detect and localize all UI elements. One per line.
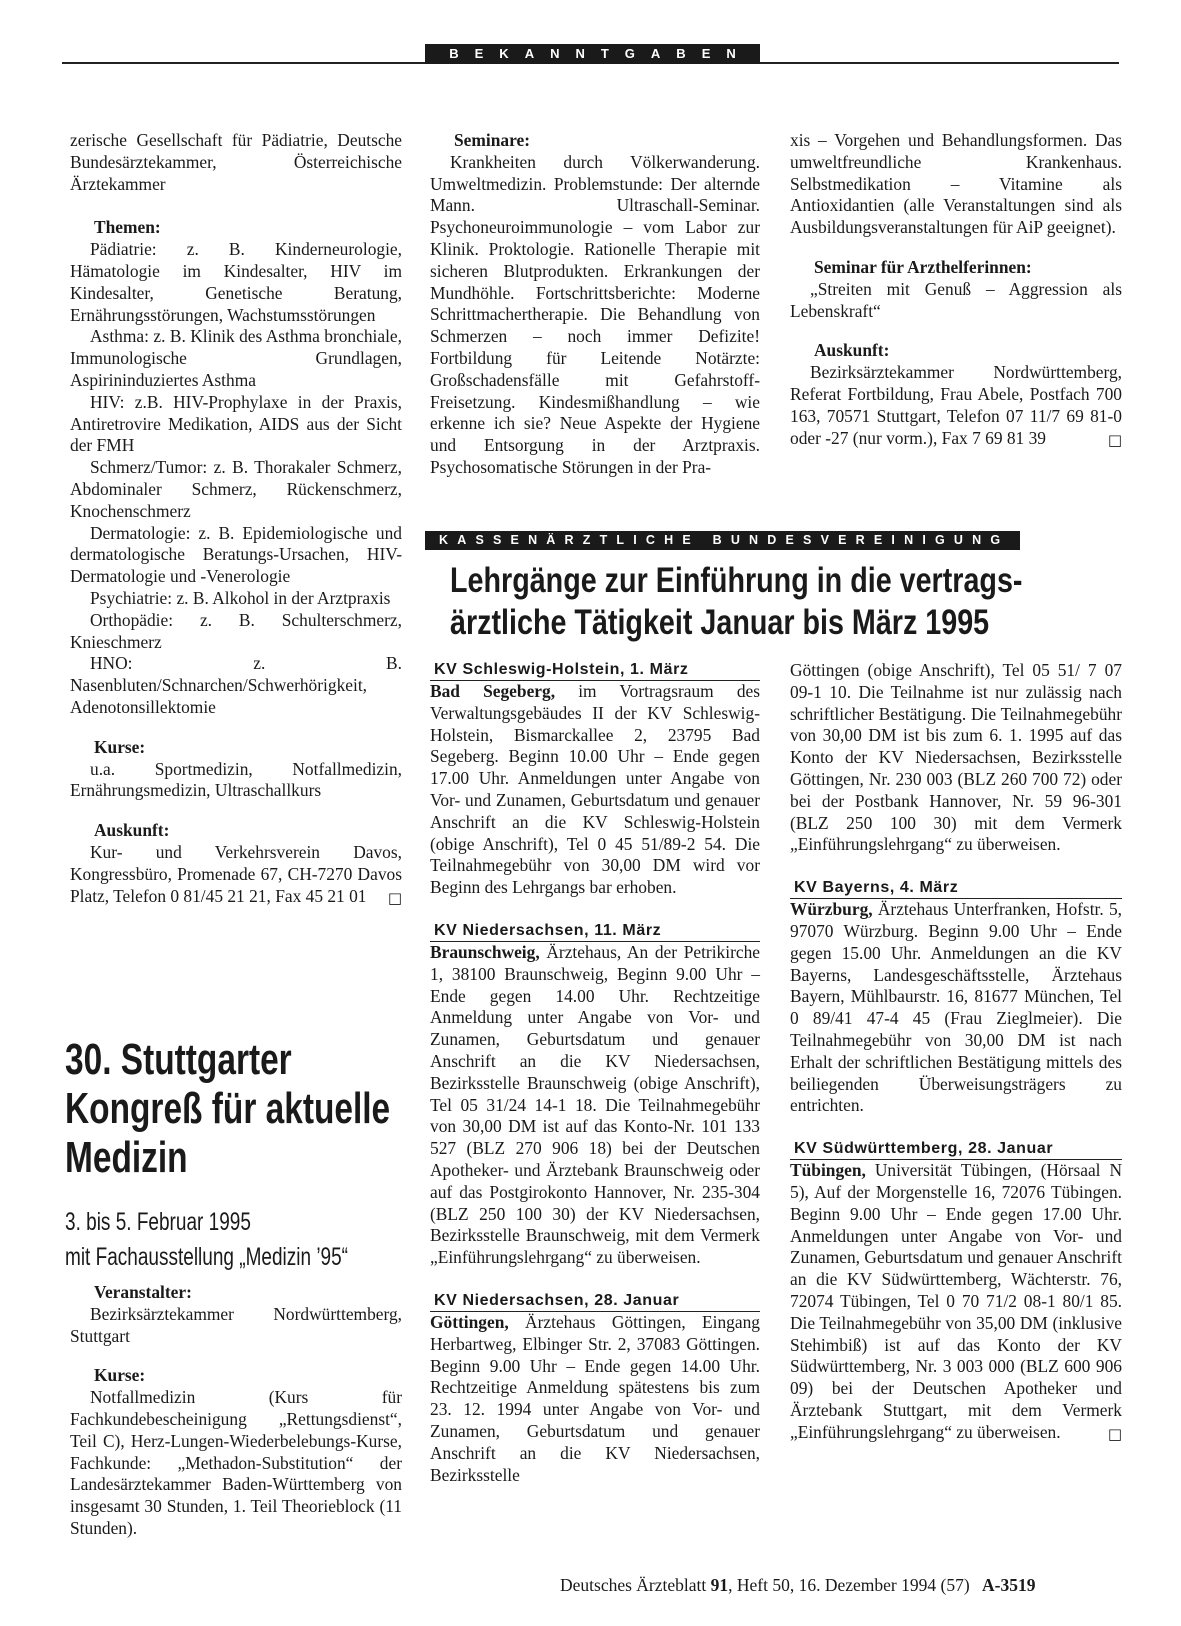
auskunft-heading: Auskunft: bbox=[814, 340, 890, 361]
journal-name: Deutsches Ärzteblatt bbox=[560, 1575, 707, 1595]
kurse-heading: Kurse: bbox=[94, 736, 146, 757]
kbv-column-3 bbox=[790, 660, 1122, 1446]
kv-entry-body: Ärztehaus Unterfranken, Hofstr. 5, 97070 Würzburg. Beginn 9.00 Uhr – Ende gegen 15.00 Uhr. Anmeldungen an die KV Bayerns, Landesgeschäftsstelle, Ärztehaus Bayern, Mühlbaurstr. 16, 81677 München, Tel 0 89/41 47-4 45 (Frau Zieglmeier). Die Teilnahmegebühr von 30,00 DM ist nach Erhalt der schriftlichen Bestätigung mittels des beiliegenden Überweisungsträgers zu entrichten. bbox=[790, 899, 1122, 1116]
end-mark-icon: □ bbox=[387, 888, 402, 907]
kv-entry-place: Bad Segeberg, bbox=[430, 681, 556, 701]
themen-list bbox=[70, 239, 402, 719]
column-1 bbox=[70, 130, 402, 909]
seminare-text: Krankheiten durch Völkerwanderung. Umweltmedizin. Problemstunde: Der alternde Mann. Ultraschall-Seminar. Psychoneuroimmunologie – vom Labor zur Klinik. Proktologie. Rationelle Therapie mit sicheren Blutprodukten. Erkrankungen der Mundhöhle. Fortschrittsberichte: Moderne Schrittmachertherapie. Die Behandlung von Schmerzen – noch immer Defizite! Fortbildung für Leitende Notärzte: Großschadensfälle mit Gefahrstoff-Freisetzung. Kindesmißhandlung – wie erkenne ich sie? Neue Aspekte der Hygiene und Entsorgung in der Arztpraxis. Psychosomatische Störungen in der Pra- bbox=[430, 151, 760, 477]
kv-entry-text bbox=[430, 942, 760, 1269]
kv-entry-place: Tübingen, bbox=[790, 1160, 866, 1181]
themen-item: Orthopädie: z. B. Schulterschmerz, Knieschmerz bbox=[70, 609, 402, 652]
kv-entry-body: im Vortragsraum des Verwaltungsgebäudes II der KV Schleswig-Holstein, Bismarckallee 2, 23795 Bad Segeberg. Beginn 10.00 Uhr – Ende gegen 17.00 Uhr. Anmeldungen unter Angabe von Vor- und Zunamen, Geburtsdatum und genauer Anschrift an die KV Schleswig-Holstein (obige Anschrift), Tel 0 45 51/89-2 54. Die Teilnahmegebühr von 30,00 DM wird vor Beginn des Lehrgangs bar erhoben. bbox=[430, 681, 761, 898]
page-number: A-3519 bbox=[982, 1575, 1036, 1595]
kv-entry-body: Ärztehaus, An der Petrikirche 1, 38100 Braunschweig, Beginn 9.00 Uhr – Ende gegen 14.00 Uhr. Rechtzeitige Anmeldung unter Angabe von Vor- und Zunamen, Geburtsdatum und genauer Anschrift an die KV Niedersachsen, Bezirksstelle Braunschweig (obige Anschrift), Tel 05 31/24 14-1 18. Die Teilnahmegebühr von 30,00 DM ist auf das Konto-Nr. 101 133 527 (BLZ 270 906 18) bei der Deutschen Apotheker- und Ärztebank Braunschweig oder auf das Postgirokonto Hannover, Nr. 235-304 (BLZ 250 100 30) der KV Niedersachsen, Bezirksstelle Braunschweig, mit dem Vermerk „Einführungslehrgang“ zu überweisen. bbox=[430, 941, 760, 1268]
auskunft-heading: Auskunft: bbox=[94, 820, 170, 841]
end-mark-icon: □ bbox=[1107, 430, 1122, 449]
seminar-arzthelferinnen-text: „Streiten mit Genuß – Aggression als Lebenskraft“ bbox=[790, 278, 1122, 321]
end-mark-icon: □ bbox=[1107, 1424, 1122, 1443]
kbv-title-line: ärztliche Tätigkeit Januar bis März 1995 bbox=[450, 603, 990, 642]
themen-item: Asthma: z. B. Klinik des Asthma bronchiale, Immunologische Grundlagen, Aspirininduziertes Asthma bbox=[70, 326, 402, 390]
kbv-section-bar: KASSENÄRZTLICHE BUNDESVEREINIGUNG bbox=[425, 531, 1020, 550]
kv-entry-place: Würzburg, bbox=[790, 899, 873, 920]
kbv-article-title bbox=[450, 560, 1098, 644]
kurse-text: u.a. Sportmedizin, Notfallmedizin, Ernährungsmedizin, Ultraschallkurs bbox=[70, 758, 402, 801]
themen-item: Psychiatrie: z. B. Alkohol in der Arztpraxis bbox=[90, 587, 391, 608]
journal-issue: , Heft 50, 16. Dezember 1994 (57) bbox=[728, 1575, 970, 1595]
congress-title: 30. Stuttgarter Kongreß für aktuelle Medizin bbox=[65, 1035, 391, 1182]
seminar-arzthelferinnen-heading: Seminar für Arzthelferinnen: bbox=[814, 256, 1032, 277]
kv-entry-body: Universität Tübingen, (Hörsaal N 5), Auf der Morgenstelle 16, 72076 Tübingen. Beginn 9.00 Uhr – Ende gegen 17.00 Uhr. Anmeldungen unter Angabe von Vor- und Zunamen, Geburtsdatum und genauer Anschrift an die KV Südwürttemberg, Wächterstr. 76, 72074 Tübingen, Tel 0 70 71/2 08-1 80/1 85. Die Teilnahmegebühr von 35,00 DM (inklusive Stehimbiß) ist auf das Konto der KV Südwürttemberg, Nr. 3 003 000 (BLZ 600 906 09) bei der Deutschen Apotheker und Ärztebank Stuttgart, mit dem Vermerk „Einführungslehrgang“ zu überweisen. bbox=[790, 1160, 1122, 1442]
column-2 bbox=[430, 130, 760, 479]
themen-item: HNO: z. B. Nasenbluten/Schnarchen/Schwerhörigkeit, Adenotonsillektomie bbox=[70, 653, 402, 717]
kv-entry-text bbox=[430, 1312, 760, 1486]
kv-continued-text: Göttingen (obige Anschrift), Tel 05 51/ 7 07 09-1 10. Die Teilnahme ist nur zulässig nach schriftlicher Bestätigung. Die Teilnahmegebühr von 30,00 DM ist bis zum 6. 1. 1995 auf das Konto der KV Niedersachsen, Bezirksstelle Göttingen, Nr. 230 003 (BLZ 260 700 72) oder bei der Postbank Hannover, Nr. 59 96-301 (BLZ 250 100 30) mit dem Vermerk „Einführungslehrgang“ zu überweisen. bbox=[790, 660, 1122, 855]
congress-details bbox=[70, 1282, 402, 1540]
column-3 bbox=[790, 130, 1122, 451]
page-footer bbox=[560, 1575, 1036, 1596]
congress-exhibition: mit Fachausstellung „Medizin ’95“ bbox=[65, 1243, 349, 1271]
kv-entry-heading: KV Niedersachsen, 11. März bbox=[430, 921, 760, 942]
veranstalter-heading: Veranstalter: bbox=[94, 1282, 192, 1302]
themen-item: Dermatologie: z. B. Epidemiologische und dermatologische Beratungs-Ursachen, HIV-Dermatologie und -Venerologie bbox=[70, 522, 402, 587]
kv-entry-heading: KV Südwürttemberg, 28. Januar bbox=[790, 1139, 1122, 1160]
auskunft-text bbox=[70, 842, 402, 907]
kv-entry-text bbox=[430, 681, 760, 899]
kv-entry-place: Braunschweig, bbox=[430, 941, 540, 962]
themen-item: Pädiatrie: z. B. Kinderneurologie, Hämatologie im Kindesalter, HIV im Kindesalter, Genetische Beratung, Ernährungsstörungen, Wachstumsstörungen bbox=[70, 239, 402, 325]
kv-entry-text bbox=[790, 1160, 1122, 1443]
kv-entry-heading: KV Bayerns, 4. März bbox=[790, 878, 1122, 899]
kv-entry-text bbox=[790, 899, 1122, 1117]
congress-subtitle bbox=[65, 1205, 384, 1275]
journal-volume: 91 bbox=[710, 1575, 729, 1595]
kurse-text: Notfallmedizin (Kurs für Fachkundebescheinigung „Rettungsdienst“, Teil C), Herz-Lungen-Wiederbelebungs-Kurse, Fachkunde: „Methadon-Substitution“ der Landesärztekammer Baden-Württemberg von insgesamt 30 Stunden, 1. Teil Theorieblock (11 Stunden). bbox=[70, 1387, 402, 1538]
seminare-heading: Seminare: bbox=[454, 130, 530, 150]
themen-heading: Themen: bbox=[94, 217, 161, 238]
veranstalter-text: Bezirksärztekammer Nordwürttemberg, Stuttgart bbox=[70, 1303, 402, 1346]
kbv-title-line: Lehrgänge zur Einführung in die vertrags- bbox=[450, 561, 1023, 600]
intro-text: zerische Gesellschaft für Pädiatrie, Deutsche Bundesärztekammer, Österreichische Ärztekammer bbox=[70, 130, 402, 194]
auskunft-body: Kur- und Verkehrsverein Davos, Kongressbüro, Promenade 67, CH-7270 Davos Platz, Telefon 0 81/45 21 21, Fax 45 21 01 bbox=[70, 841, 402, 906]
kv-entry-body: Ärztehaus Göttingen, Eingang Herbartweg, Elbinger Str. 2, 37083 Göttingen. Beginn 9.00 Uhr – Ende gegen 14.00 Uhr. Rechtzeitige Anmeldung spätestens bis zum 23. 12. 1994 unter Angabe von Vor- und Zunamen, Geburtsdatum und genauer Anschrift an die KV Niedersachsen, Bezirksstelle bbox=[430, 1311, 760, 1485]
kbv-column-2 bbox=[430, 660, 760, 1486]
congress-dates: 3. bis 5. Februar 1995 bbox=[65, 1208, 251, 1236]
kv-entry-heading: KV Niedersachsen, 28. Januar bbox=[430, 1291, 760, 1312]
kv-entry-place: Göttingen, bbox=[430, 1311, 509, 1332]
kurse-heading: Kurse: bbox=[94, 1365, 146, 1386]
section-tag: BEKANNTGABEN bbox=[425, 44, 760, 64]
themen-item: HIV: z.B. HIV-Prophylaxe in der Praxis, Antiretrovire Medikation, AIDS aus der Sicht der FMH bbox=[70, 391, 402, 456]
auskunft-text bbox=[790, 362, 1122, 449]
kv-entry-heading: KV Schleswig-Holstein, 1. März bbox=[430, 660, 760, 681]
auskunft-body: Bezirksärztekammer Nordwürttemberg, Referat Fortbildung, Frau Abele, Postfach 700 163, 70571 Stuttgart, Telefon 07 11/7 69 81-0 oder -27 (nur vorm.), Fax 7 69 81 39 bbox=[790, 362, 1122, 448]
themen-item: Schmerz/Tumor: z. B. Thorakaler Schmerz, Abdominaler Schmerz, Rückenschmerz, Knochenschmerz bbox=[70, 457, 402, 521]
continued-text: xis – Vorgehen und Behandlungsformen. Das umweltfreundliche Krankenhaus. Selbstmedikation – Vitamine als Antioxidantien (alle Veranstaltungen sind als Ausbildungsveranstaltungen für AiP geeignet). bbox=[790, 130, 1122, 238]
